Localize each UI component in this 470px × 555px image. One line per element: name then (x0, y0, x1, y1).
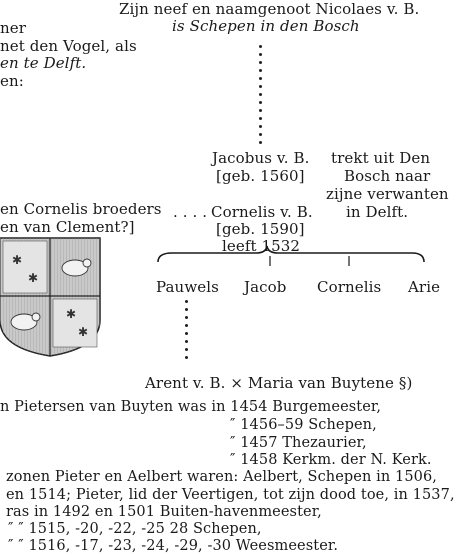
body-line-8: ″ ″ 1515, -20, -22, -25 28 Schepen, (8, 521, 262, 537)
svg-text:✱: ✱ (28, 271, 39, 285)
child-pauwels: Pauwels (156, 278, 219, 296)
left-fragment-line-3: en te Delft. (0, 54, 87, 72)
jacobus-note-2: Bosch naar (344, 167, 431, 185)
body-line-3: ″ 1457 Thezaurier, (230, 435, 367, 451)
child-arie: Arie (408, 278, 441, 296)
header-line-1: Zijn neef en naamgenoot Nicolaes v. B. (119, 0, 420, 18)
cornelis-name: Cornelis v. B. (211, 203, 313, 221)
left-fragment-line-4: en: (0, 72, 24, 90)
svg-text:✱: ✱ (12, 253, 23, 267)
body-line-4: ″ 1458 Kerkm. der N. Kerk. (230, 452, 432, 468)
jacobus-note-1: trekt uit Den (331, 149, 431, 167)
cornelis-lead-dots: . . . . (173, 203, 208, 221)
body-line-2: ″ 1456–59 Schepen, (230, 417, 377, 433)
jacobus-note-3: zijne verwanten (326, 185, 449, 203)
body-line-1: n Pietersen van Buyten was in 1454 Burgemeester, (0, 399, 382, 415)
body-line-9: ″ ″ 1516, -17, -23, -24, -29, -30 Weesmeester. (8, 538, 339, 554)
svg-text:✱: ✱ (66, 307, 77, 321)
header-line-2: is Schepen in den Bosch (172, 17, 360, 35)
body-line-6: en 1514; Pieter, lid der Veertigen, tot zijn dood toe, in 1537, (6, 487, 455, 503)
jacobus-name: Jacobus v. B. (212, 149, 310, 167)
body-line-7: ras in 1492 en 1501 Buiten-havenmeester, (6, 504, 322, 520)
svg-text:✱: ✱ (78, 325, 89, 339)
body-line-5: zonen Pieter en Aelbert waren: Aelbert, Schepen in 1506, (6, 469, 438, 485)
cornelis-born: [geb. 1590] (216, 220, 305, 238)
arent-line: Arent v. B. × Maria van Buytene §) (145, 374, 413, 392)
jacobus-note-4: in Delft. (346, 203, 409, 221)
left-fragment-line-2: net den Vogel, als (0, 37, 137, 55)
child-cornelis: Cornelis (317, 278, 382, 296)
cornelis-lived: leeft 1532 (222, 237, 301, 255)
jacobus-born: [geb. 1560] (216, 167, 305, 185)
mid-left-line-2: en van Clement?] (0, 218, 135, 236)
left-fragment-line-1: ner (0, 19, 27, 37)
child-jacob: Jacob (244, 278, 287, 296)
mid-left-line-1: en Cornelis broeders (0, 200, 162, 218)
